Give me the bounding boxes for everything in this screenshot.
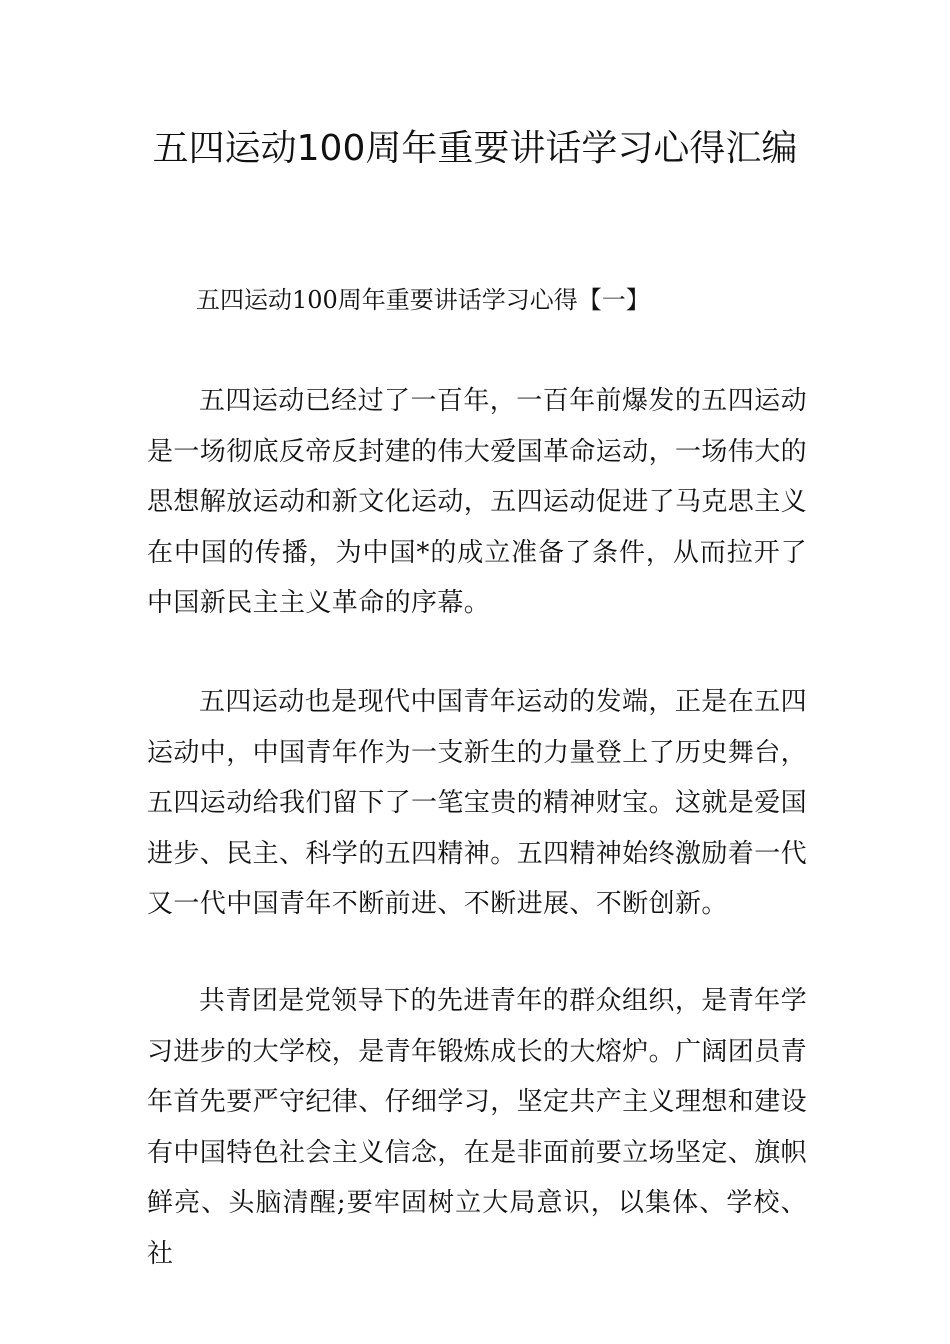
document-title: 五四运动100周年重要讲话学习心得汇编 xyxy=(152,128,798,169)
paragraph-2: 五四运动也是现代中国青年运动的发端，正是在五四运动中，中国青年作为一支新生的力量登上了历史舞台，五四运动给我们留下了一笔宝贵的精神财宝。这就是爱国进步、民主、科学的五四精神。五四精神始终激励着一代又一代中国青年不断前进、不断进展、不断创新。 xyxy=(147,687,808,919)
section-heading: 五四运动100周年重要讲话学习心得【一】 xyxy=(196,286,650,314)
paragraph-3: 共青团是党领导下的先进青年的群众组织，是青年学习进步的大学校，是青年锻炼成长的大熔炉。广阔团员青年首先要严守纪律、仔细学习，坚定共产主义理想和建设有中国特色社会主义信念，在是非面前要立场坚定、旗帜鲜亮、头脑清醒;要牢固树立大局意识，以集体、学校、社 xyxy=(147,986,808,1269)
paragraph-1: 五四运动已经过了一百年，一百年前爆发的五四运动是一场彻底反帝反封建的伟大爱国革命运动，一场伟大的思想解放运动和新文化运动，五四运动促进了马克思主义在中国的传播，为中国*的成立准备了条件，从而拉开了中国新民主主义革命的序幕。 xyxy=(147,386,808,618)
